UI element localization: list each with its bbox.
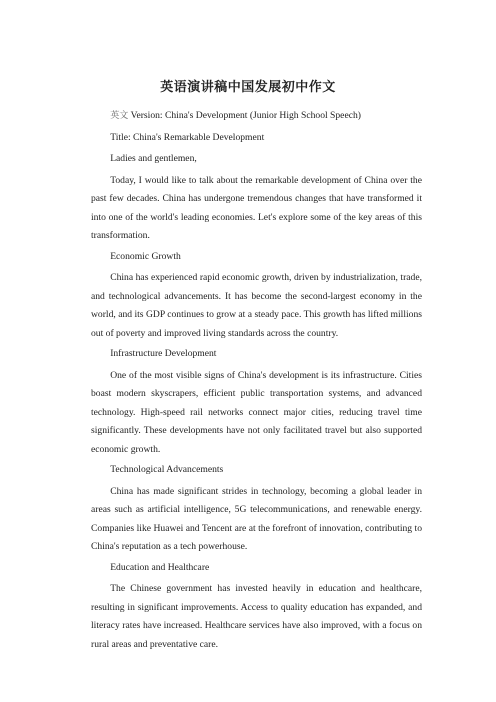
section-heading-infrastructure: Infrastructure Development xyxy=(110,348,217,359)
greeting: Ladies and gentlemen, xyxy=(110,153,197,164)
version-line xyxy=(91,107,422,126)
section-heading-technology: Technological Advancements xyxy=(110,464,224,475)
section-body-education: The Chinese government has invested heavily in education and healthcare, resulting in significant improvements. Access to quality education has expanded, and literacy rates have increased. Healthcare services have also improved, with a focus on rural areas and preventative care. xyxy=(91,583,422,650)
section-body-technology: China has made significant strides in technology, becoming a global leader in areas such as artificial intelligence, 5G telecommunications, and renewable energy. Companies like Huawei and Tencent are at the forefront of innovation, contributing to China's reputation as a tech powerhouse. xyxy=(91,485,422,552)
section-body-economic: China has experienced rapid economic growth, driven by industrialization, trade, and technological advancements. It has become the second-largest economy in the world, and its GDP continues to grow at a steady pace. This growth has lifted millions out of poverty and improved living standards across the country. xyxy=(91,272,422,339)
section-heading-economic: Economic Growth xyxy=(110,250,181,262)
document-title: 英语演讲稿中国发展初中作文 xyxy=(160,80,336,95)
section-heading-education: Education and Healthcare xyxy=(110,561,210,573)
version-text: Version: China's Development (Junior High School Speech) xyxy=(130,110,361,121)
version-prefix: 英文 xyxy=(110,111,129,121)
speech-title: Title: China's Remarkable Development xyxy=(110,131,265,143)
section-body-infrastructure: One of the most visible signs of China's development is its infrastructure. Cities boast modern skyscrapers, efficient public transportation systems, and advanced technology. High-speed rail networks connect major cities, reducing travel time significantly. These developments have not only facilitated travel but also supported economic growth. xyxy=(91,369,422,455)
intro-paragraph: Today, I would like to talk about the remarkable development of China over the past few decades. China has undergone tremendous changes that have transformed it into one of the world's leading economies. Let's explore some of the key areas of this transformation. xyxy=(91,174,422,241)
